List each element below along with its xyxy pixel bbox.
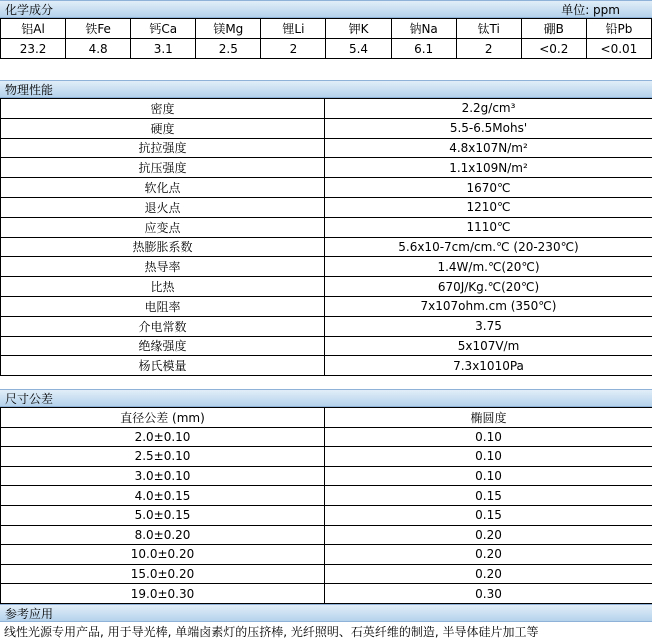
property-value: 3.75	[325, 316, 652, 336]
diameter-tolerance: 19.0±0.30	[1, 584, 325, 604]
table-row	[1, 564, 652, 584]
diameter-tolerance: 5.0±0.15	[1, 505, 325, 525]
application-header	[0, 604, 652, 622]
chemical-element-value: <0.01	[586, 39, 651, 59]
diameter-tolerance: 3.0±0.10	[1, 466, 325, 486]
property-value: 1.4W/m.℃(20℃)	[325, 257, 652, 277]
tolerance-section	[0, 389, 652, 604]
diameter-column-header: 直径公差 (mm)	[1, 408, 325, 428]
table-row	[1, 257, 652, 277]
ovality-column-header: 椭圆度	[325, 408, 652, 428]
chemical-element-value: 2	[456, 39, 521, 59]
property-value: 1110℃	[325, 217, 652, 237]
property-name: 退火点	[1, 197, 325, 217]
chemical-element-header: 钠Na	[391, 19, 456, 39]
chemical-element-header: 铝Al	[1, 19, 66, 39]
chemical-element-header: 钾K	[326, 19, 391, 39]
chemical-element-header: 钛Ti	[456, 19, 521, 39]
chemical-header	[0, 0, 652, 18]
tolerance-header-row	[1, 408, 652, 428]
table-row	[1, 525, 652, 545]
ovality: 0.15	[325, 486, 652, 506]
table-row	[1, 505, 652, 525]
physical-title: 物理性能	[5, 83, 54, 97]
physical-section	[0, 80, 652, 376]
property-value: 4.8x107N/m²	[325, 138, 652, 158]
property-value: 1670℃	[325, 178, 652, 198]
diameter-tolerance: 4.0±0.15	[1, 486, 325, 506]
table-row	[1, 427, 652, 447]
table-row	[1, 486, 652, 506]
property-name: 应变点	[1, 217, 325, 237]
ovality: 0.30	[325, 584, 652, 604]
ovality: 0.20	[325, 545, 652, 565]
property-value: 5x107V/m	[325, 336, 652, 356]
chemical-element-value: 6.1	[391, 39, 456, 59]
diameter-tolerance: 2.0±0.10	[1, 427, 325, 447]
property-name: 电阻率	[1, 296, 325, 316]
property-name: 绝缘强度	[1, 336, 325, 356]
physical-header	[0, 80, 652, 98]
table-row	[1, 277, 652, 297]
tolerance-title: 尺寸公差	[5, 392, 54, 406]
chemical-element-header: 铁Fe	[66, 19, 131, 39]
property-name: 抗拉强度	[1, 138, 325, 158]
property-value: 1.1x109N/m²	[325, 158, 652, 178]
ovality: 0.10	[325, 427, 652, 447]
application-section	[0, 604, 652, 642]
table-row	[1, 217, 652, 237]
table-row	[1, 336, 652, 356]
property-name: 热导率	[1, 257, 325, 277]
table-row	[1, 118, 652, 138]
table-row	[1, 237, 652, 257]
chemical-table	[0, 18, 652, 59]
table-row	[1, 356, 652, 376]
property-value: 7x107ohm.cm (350℃)	[325, 296, 652, 316]
application-text: 线性光源专用产品, 用于导光棒, 单端卤素灯的压挤棒, 光纤照明、石英纤维的制造, 半导体硅片加工等	[4, 625, 539, 639]
physical-table	[0, 98, 652, 376]
chemical-element-value: 5.4	[326, 39, 391, 59]
diameter-tolerance: 8.0±0.20	[1, 525, 325, 545]
property-value: 5.6x10-7cm/cm.℃ (20-230℃)	[325, 237, 652, 257]
chemical-header-row	[1, 19, 652, 39]
unit-label: 单位: ppm	[561, 3, 620, 17]
chemical-section	[0, 0, 652, 59]
ovality: 0.20	[325, 564, 652, 584]
property-name: 抗压强度	[1, 158, 325, 178]
chemical-element-value: 3.1	[131, 39, 196, 59]
chemical-element-value: 4.8	[66, 39, 131, 59]
property-name: 硬度	[1, 118, 325, 138]
property-name: 密度	[1, 99, 325, 119]
table-row	[1, 466, 652, 486]
table-row	[1, 99, 652, 119]
table-row	[1, 584, 652, 604]
table-row	[1, 178, 652, 198]
property-name: 热膨胀系数	[1, 237, 325, 257]
property-name: 介电常数	[1, 316, 325, 336]
table-row	[1, 545, 652, 565]
table-row	[1, 447, 652, 467]
table-row	[1, 316, 652, 336]
chemical-element-value: <0.2	[521, 39, 586, 59]
ovality: 0.20	[325, 525, 652, 545]
diameter-tolerance: 2.5±0.10	[1, 447, 325, 467]
tolerance-header	[0, 389, 652, 407]
tolerance-table	[0, 407, 652, 604]
property-value: 1210℃	[325, 197, 652, 217]
chemical-element-header: 铅Pb	[586, 19, 651, 39]
ovality: 0.10	[325, 466, 652, 486]
chemical-element-header: 镁Mg	[196, 19, 261, 39]
chemical-element-header: 钙Ca	[131, 19, 196, 39]
ovality: 0.15	[325, 505, 652, 525]
application-title: 参考应用	[5, 607, 54, 621]
property-name: 比热	[1, 277, 325, 297]
table-row	[1, 197, 652, 217]
property-name: 软化点	[1, 178, 325, 198]
property-value: 7.3x1010Pa	[325, 356, 652, 376]
chemical-element-value: 2.5	[196, 39, 261, 59]
property-value: 2.2g/cm³	[325, 99, 652, 119]
chemical-element-value: 23.2	[1, 39, 66, 59]
chemical-element-header: 硼B	[521, 19, 586, 39]
diameter-tolerance: 15.0±0.20	[1, 564, 325, 584]
table-row	[1, 158, 652, 178]
chemical-element-value: 2	[261, 39, 326, 59]
chemical-element-header: 锂Li	[261, 19, 326, 39]
property-name: 杨氏模量	[1, 356, 325, 376]
property-value: 670J/Kg.℃(20℃)	[325, 277, 652, 297]
property-value: 5.5-6.5Mohs'	[325, 118, 652, 138]
chemical-value-row	[1, 39, 652, 59]
table-row	[1, 138, 652, 158]
table-row	[1, 296, 652, 316]
chemical-title: 化学成分	[5, 3, 54, 17]
diameter-tolerance: 10.0±0.20	[1, 545, 325, 565]
ovality: 0.10	[325, 447, 652, 467]
